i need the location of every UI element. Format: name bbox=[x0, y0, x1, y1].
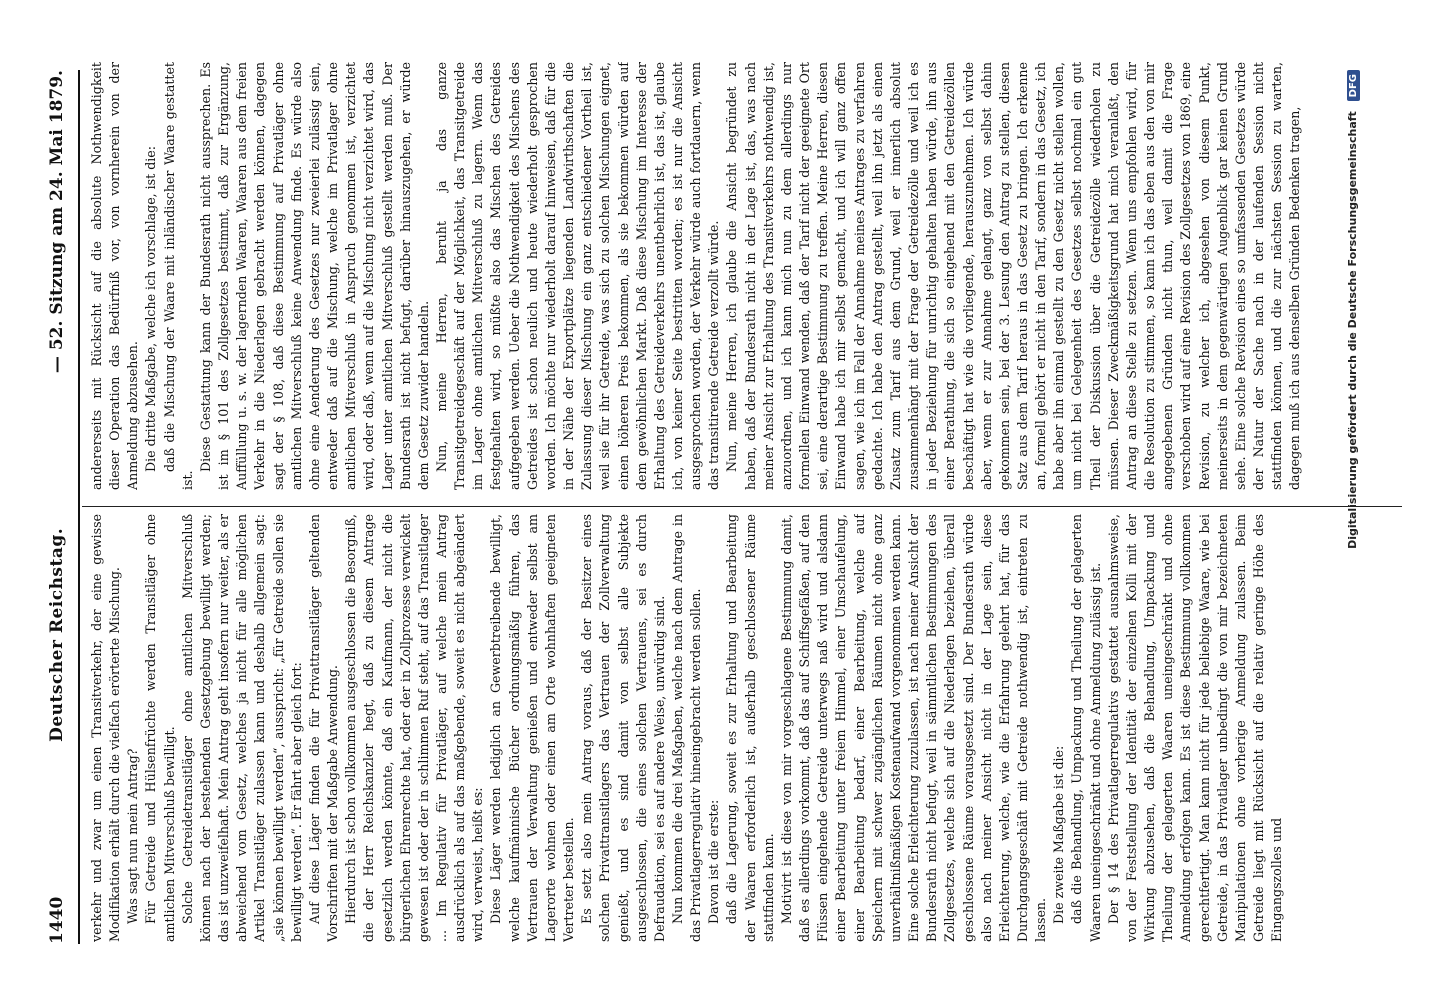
paragraph: Nun kommen die drei Maßgaben, welche nach dem Antrage in das Privatlagerregulativ hineingebracht werden sollen. bbox=[670, 514, 704, 942]
left-column bbox=[88, 514, 1404, 942]
dfg-logo: DFG bbox=[1347, 70, 1360, 101]
paragraph: verkehr und zwar um einen Transitverkehr, der eine gewisse Modifikation erhält durch die vielfach erörterte Mischung. bbox=[89, 514, 123, 942]
paragraph: Nun, meine Herren, beruht ja das ganze Transitgetreidegeschäft auf der Möglichkeit, das Transitgetreide im Lager ohne amtlichen Mitverschluß zu lagern. Wenn das festgehalten wird, so müßte also das Mischen des Getreides aufgegeben werden. Ueber die Nothwendigkeit des Mischens des Getreides ist schon neulich und heute wiederholt gesprochen worden. Ich möchte nur wiederholt darauf hinweisen, daß für die in der Nähe der Exportplätze liegenden Landwirthschaften die Zulassung dieser Mischung ein ganz entschiedener Vortheil ist, weil sie für ihr Getreide, was sich zu solchen Mischungen eignet, einen höheren Preis bekommen, als sie bekommen würden auf dem gewöhnlichen Markt. Daß diese Mischung im Interesse der Erhaltung des Getreideverkehrs unentbehrlich ist, das ist, glaube ich, von keiner Seite bestritten worden; es ist nur die Ansicht ausgesprochen worden, der Verkehr würde auch fortdauern, wenn das transitirende Getreide verzollt würde. bbox=[433, 62, 722, 490]
session-title: — 52. Sitzung am 24. Mai 1879. bbox=[47, 70, 67, 374]
right-column bbox=[88, 62, 1404, 490]
paragraph: Diese Läger werden lediglich an Gewerbtreibende bewilligt, welche kaufmännische Bücher ordnungsmäßig führen, das Vertrauen der Verwaltung genießen und entweder selbst am Lagerorte wohnen oder einen am Orte wohnhaften geeigneten Vertreter bestellen. bbox=[488, 514, 577, 942]
paragraph: Hierdurch ist schon vollkommen ausgeschlossen die Besorgniß, die der Herr Reichskanzler hegt, daß zu diesem Antrage gesetzlich werden könnte, daß ein Kaufmann, der nicht die bürgerlichen Ehrenrechte hat, oder der in Zollprozesse verwickelt gewesen ist oder der in schlimmen Ruf steht, auf das Transitlager ... Im Regulativ für Privatläger, auf welche mein Antrag ausdrücklich als auf das maßgebende, soweit es nicht abgeändert wird, verweist, heißt es: bbox=[343, 514, 486, 942]
paragraph: daß die Lagerung, soweit es zur Erhaltung und Bearbeitung der Waaren erforderlich ist, außerhalb geschlossener Räume stattfinden kann. bbox=[724, 514, 776, 942]
paragraph: Die zweite Maßgabe ist die: bbox=[1051, 745, 1067, 924]
paragraph: Auf diese Läger finden die für Privattransitläger geltenden Vorschriften mit der Maßgabe Anwendung. bbox=[306, 514, 341, 942]
digitization-note: Digitalisierung gefördert durch die Deutsche Forschungsgemeinschaft bbox=[1346, 111, 1359, 549]
paragraph: Der § 14 des Privatlagerregulativs gestattet ausnahmsweise, von der Feststellung der Identität der einzelnen Kolli mit der Wirkung abzusehen, daß die Behandlung, Umpackung und Theilung der gelagerten Waaren uneingeschränkt und ohne Anmeldung erfolgen kann. Es ist diese Bestimmung vollkommen gerechtfertigt. Man kann nicht für jede beliebige Waare, wie bei Getreide, in das Privatlager unbedingt die von mir bezeichneten Manipulationen ohne vorherige Anmeldung zulassen. Beim Getreide liegt mit Rücksicht auf die relativ geringe Höhe des Eingangszolles und bbox=[1105, 514, 1285, 942]
page-number: 1440 bbox=[47, 896, 67, 944]
digitization-stamp bbox=[1346, 0, 1360, 1000]
paragraph: Die dritte Maßgabe, welche ich vorschlage, ist die: bbox=[143, 146, 159, 472]
header-rule bbox=[78, 70, 80, 944]
paragraph: andererseits mit Rücksicht auf die absolute Nothwendigkeit dieser Operation das Bedürfniß vor, von vornherein von der Anmeldung abzusehen. bbox=[89, 62, 141, 490]
paragraph: daß die Behandlung, Umpackung und Theilung der gelagerten Waaren uneingeschränkt und ohne Anmeldung zulässig ist. bbox=[1069, 514, 1103, 942]
paragraph: daß die Mischung der Waare mit inländischer Waare gestattet ist. bbox=[161, 62, 195, 490]
page-header bbox=[44, 70, 70, 944]
paragraph: Davon ist die erste: bbox=[706, 799, 722, 924]
paragraph: Was sagt nun mein Antrag? bbox=[125, 748, 141, 924]
paragraph: Nun, meine Herren, ich glaube die Ansicht begründet zu haben, daß der Bundesrath nicht in der Lage ist, das, was nach meiner Ansicht zur Erhaltung des Transitverkehrs nothwendig ist, anzuordnen, und ich kann mich nun zu dem allerdings nur formellen Einwand wenden, daß der Tarif nicht der geeignete Ort sei, eine derartige Bestimmung zu treffen. Meine Herren, diesen Einwand habe ich mir selbst gemacht, und ich will ganz offen sagen, wie ich im Fall der Annahme meines Antrages zu verfahren gedachte. Ich habe den Antrag gestellt, weil ihn jetzt als einen Zusatz zum Tarif aus dem Grund, weil er innerlich absolut zusammenhängt mit der Frage der Getreidezölle und weil ich es in jeder Beziehung für unrichtig gehalten haben würde, ihn aus einer Berathung, die sich so eingehend mit den Getreidezöllen beschäftigt hat wie die vorliegende, herauszunehmen. Ich würde aber, wenn er zur Annahme gelangt, ganz von selbst dahin gekommen sein, bei der 3. Lesung den Antrag zu stellen, diesen Satz aus dem Tarif heraus in das Gesetz zu bringen. Ich erkenne an, formell gehört er nicht in den Tarif, sondern in das Gesetz, ich habe aber ihn einmal gestellt zu den Gesetz nicht stellen wollen, um nicht bei Gelegenheit des Gesetzes selbst nochmal ein gut Theil der Diskussion über die Getreidezölle wiederholen zu müssen. Dieser Zweckmäßigkeitsgrund hat mich veranlaßt, den Antrag an diese Stelle zu setzen. Wenn uns empfohlen wird, für die Resolution zu stimmen, so kann ich das eben aus den von mir angegebenen Gründen nicht thun, weil damit die Frage verschoben wird auf eine Revision des Zollgesetzes von 1869, eine Revision, zu welcher ich, abgesehen von diesem Punkt, meinerseits in dem gegenwärtigen Augenblick gar keinen Grund sehe. Eine solche Revision eines so umfassenden Gesetzes würde der Natur der Sache nach in der laufenden Session nicht stattfinden können, und die zur nächsten Session zu warten, dagegen muß ich aus denselben Gründen Bedenken tragen, bbox=[724, 62, 1303, 490]
paragraph: Solche Getreidetransitläger ohne amtlichen Mitverschluß können nach der bestehenden Gesetzgebung bewilligt werden; das ist unzweifelhaft. Mein Antrag geht insofern nur weiter, als er abweichend vom Gesetz, welches ja nicht für alle möglichen Artikel Transitläger zulassen kann und deshalb allgemein sagt: „sie können bewilligt werden“, ausspricht: „für Getreide sollen sie bewilligt werden“. Er fährt aber gleich fort: bbox=[179, 514, 304, 942]
paragraph: Es setzt also mein Antrag voraus, daß der Besitzer eines solchen Privattransitlagers das Vertrauen der Zollverwaltung genießt, und es sind damit von selbst alle Subjekte ausgeschlossen, die eines solchen Vertrauens, sei es durch Defraudation, sei es auf andere Weise, unwürdig sind. bbox=[579, 514, 667, 942]
column-divider bbox=[82, 506, 1402, 507]
publication-title: Deutscher Reichstag. bbox=[47, 527, 67, 742]
paragraph: Für Getreide und Hülsenfrüchte werden Transitläger ohne amtlichen Mitverschluß bewilligt. bbox=[143, 514, 177, 942]
paragraph: Diese Gestattung kann der Bundesrath nicht aussprechen. Es ist im § 101 des Zollgesetzes bestimmt, daß zur Ergänzung, Auffüllung u. s. w. der lagernden Waaren, Waaren aus dem freien Verkehr in die Niederlagen gebracht werden können, dagegen sagt der § 108, daß diese Bestimmung auf Privatläger ohne amtlichen Mitverschluß keine Anwendung finde. Es würde also ohne eine Aenderung des Gesetzes nur zweierlei zulässig sein, entweder daß auf die Mischung, welche im Privatlager ohne amtlichen Mitverschluß in Anspruch genommen ist, verzichtet wird, oder daß, wenn auf die Mischung nicht verzichtet wird, das Lager unter amtlichen Mitverschluß gestellt werden muß. Der Bundesrath ist nicht befugt, darüber hinauszugehen, er würde dem Gesetz zuwider handeln. bbox=[197, 62, 431, 490]
paragraph: Motivirt ist diese von mir vorgeschlagene Bestimmung damit, daß es allerdings vorkommt, daß das auf Schiffsgefäßen, auf den Flüssen eingehende Getreide unterwegs naß wird und alsdann einer Bearbeitung unter freiem Himmel, einer Umschaufelung, einer Bearbeitung bedarf, einer Bearbeitung, welche auf Speichern mit schwer zugänglichen Räumen nicht ohne ganz unverhältnißmäßigen Kostenaufwand vorgenommen werden kann. Eine solche Erleichterung zuzulassen, ist nach meiner Ansicht der Bundesrath nicht befugt, weil in sämmtlichen Bestimmungen des Zollgesetzes, welche sich auf die Niederlagen beziehen, überall geschlossene Räume vorausgesetzt sind. Der Bundesrath würde also nach meiner Ansicht nicht in der Lage sein, diese Erleichterung, welche, wie die Erfahrung gelehrt hat, für das Durchgangsgeschäft mit Getreide nothwendig ist, eintreten zu lassen. bbox=[778, 514, 1049, 942]
